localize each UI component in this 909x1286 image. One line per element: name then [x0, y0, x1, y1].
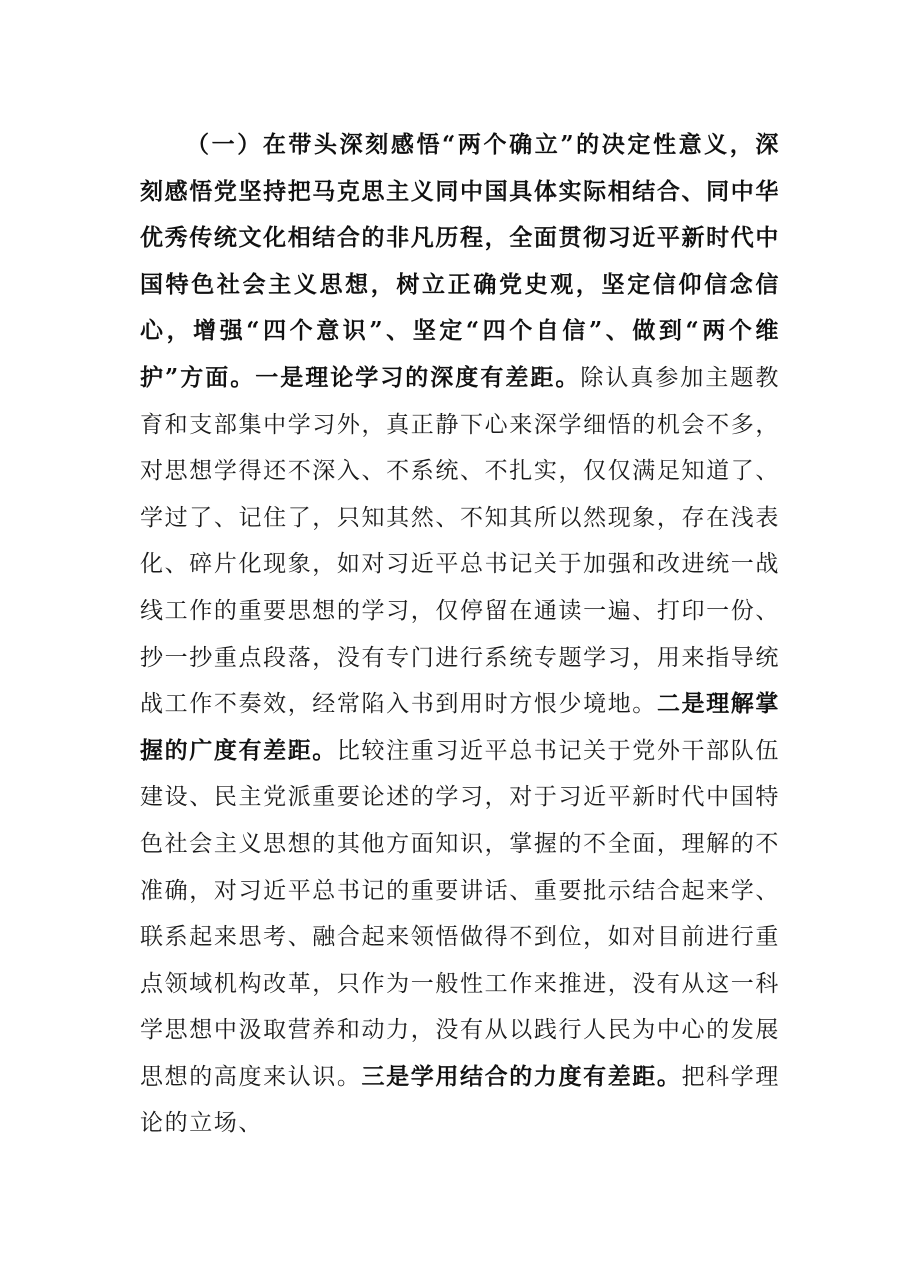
point-one-heading: 一是理论学习的深度有差距。 [255, 363, 581, 391]
point-two-heading: 二是理解掌握的广度有差距。 [140, 690, 780, 764]
point-two-text: 比较注重习近平总书记关于党外干部队伍建设、民主党派重要论述的学习，对于习近平新时代中国特色社会主义思想的其他方面知识，掌握的不全面，理解的不准确，对习近平总书记的重要讲话、重要批示结合起来学、联系起来思考、融合起来领悟做得不到位，如对目前进行重点领域机构改革，只作为一般性工作来推进，没有从这一科学思想中汲取营养和动力，没有从以践行人民为中心的发展思想的高度来认识。 [140, 737, 780, 1090]
point-one-text: 除认真参加主题教育和支部集中学习外，真正静下心来深学细悟的机会不多，对思想学得还不深入、不系统、不扎实，仅仅满足知道了、学过了、记住了，只知其然、不知其所以然现象，存在浅表化、碎片化现象，如对习近平总书记关于加强和改进统一战线工作的重要思想的学习，仅停留在通读一遍、打印一份、抄一抄重点段落，没有专门进行系统专题学习，用来指导统战工作不奏效，经常陷入书到用时方恨少境地。 [140, 364, 780, 718]
point-three-text: 把科学理论的立场、 [140, 1063, 780, 1137]
section-heading: （一）在带头深刻感悟“两个确立”的决定性意义，深刻感悟党坚持把马克思主义同中国具体实际相结合、同中华优秀传统文化相结合的非凡历程，全面贯彻习近平新时代中国特色社会主义思想，树立正确党史观，坚定信仰信念信心，增强“四个意识”、坚定“四个自信”、做到“两个维护”方面。 [140, 131, 780, 391]
body-paragraph [140, 122, 780, 1147]
point-three-heading: 三是学用结合的力度有差距。 [361, 1062, 682, 1090]
